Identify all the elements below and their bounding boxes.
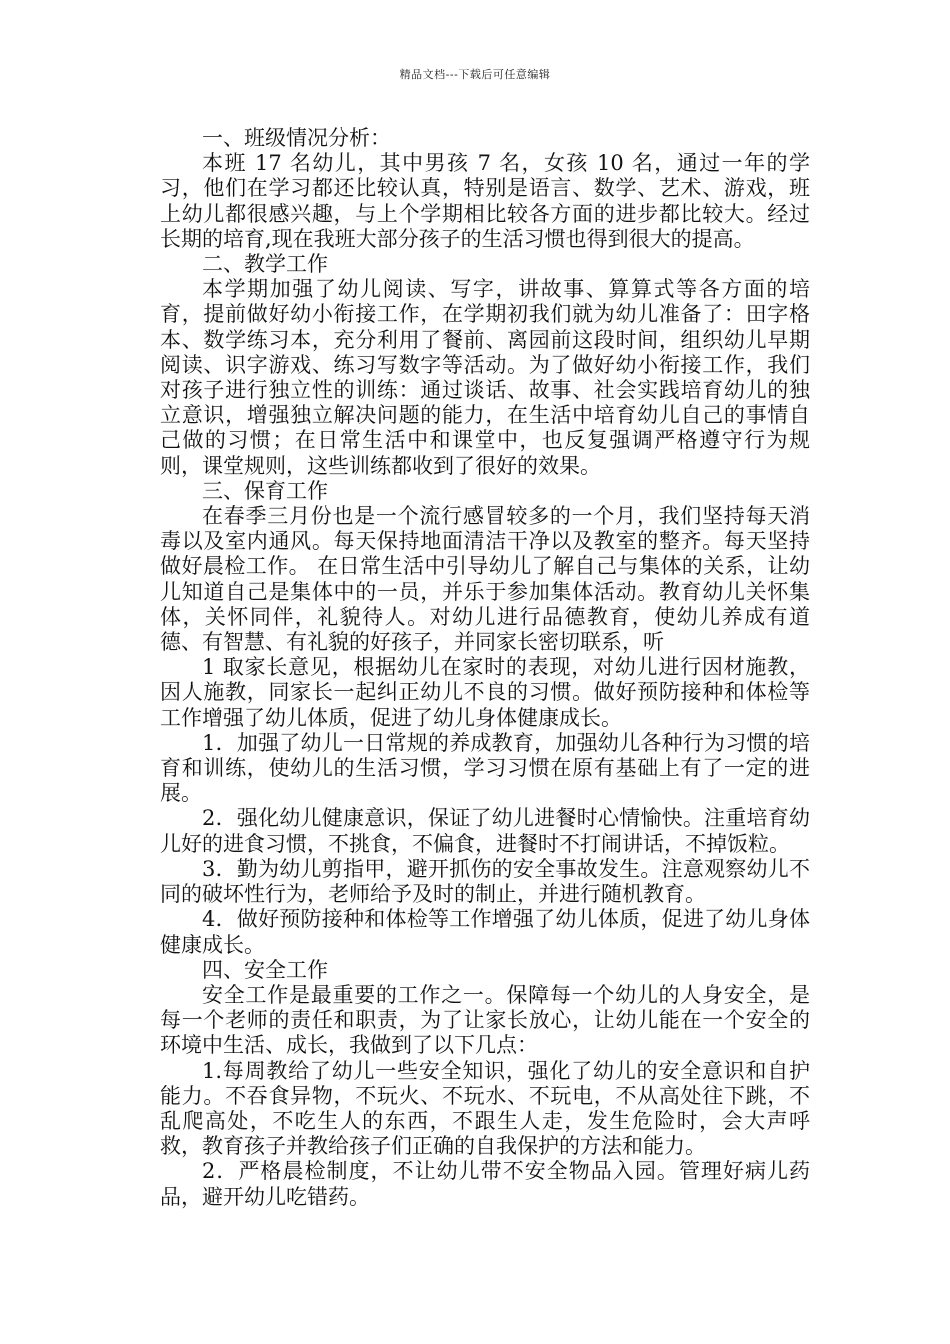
list-item-vaccination: 4．做好预防接种和体检等工作增强了幼儿体质，促进了幼儿身体健康成长。: [160, 907, 810, 957]
section-heading-teaching: 二、教学工作: [202, 252, 328, 277]
list-item-nail-trimming: 3．勤为幼儿剪指甲，避开抓伤的安全事故发生。注意观察幼儿不同的破坏性行为，老师给予及时的制止，并进行随机教育。: [160, 856, 810, 907]
list-item-morning-check: 2．严格晨检制度，不让幼儿带不安全物品入园。管理好病儿药品，避开幼儿吃错药。: [160, 1159, 810, 1209]
paragraph-parent-opinion: 1 取家长意见，根据幼儿在家时的表现，对幼儿进行因材施教，因人施教，同家长一起纠正幼儿不良的习惯。做好预防接种和体检等工作增强了幼儿体质，促进了幼儿身体健康成长。: [160, 655, 810, 730]
section-heading-childcare: 三、保育工作: [202, 478, 328, 503]
paragraph-class-analysis: 本班 17 名幼儿，其中男孩 7 名，女孩 10 名，通过一年的学习，他们在学习都还比较认真，特别是语言、数学、艺术、游戏，班上幼儿都很感兴趣，与上个学期相比较各方面的进步都比较大。经过长期的培育,现在我班大部分孩子的生活习惯也得到很大的提高。: [160, 151, 810, 251]
paragraph-childcare: 在春季三月份也是一个流行感冒较多的一个月，我们坚持每天消毒以及室内通风。每天保持地面清洁干净以及教室的整齐。每天坚持做好晨检工作。 在日常生活中引导幼儿了解自己与集体的关系，让幼儿知道自己是集体中的一员，并乐于参加集体活动。教育幼儿关怀集体，关怀同伴，礼貌待人。对幼儿进行品德教育，使幼儿养成有道德、有智慧、有礼貌的好孩子，并同家长密切联系，听: [160, 504, 810, 655]
document-body: [160, 126, 810, 1210]
list-item-health-awareness: 2．强化幼儿健康意识，保证了幼儿进餐时心情愉快。注重培育幼儿好的进食习惯，不挑食，不偏食，进餐时不打闹讲话，不掉饭粒。: [160, 806, 810, 856]
section-heading-class-analysis: 一、班级情况分析：: [202, 126, 391, 150]
paragraph-teaching: 本学期加强了幼儿阅读、写字，讲故事、算算式等各方面的培育，提前做好幼小衔接工作，在学期初我们就为幼儿准备了：田字格本、数学练习本，充分利用了餐前、离园前这段时间，组织幼儿早期阅读、识字游戏、练习写数字等活动。为了做好幼小衔接工作，我们对孩子进行独立性的训练：通过谈话、故事、社会实践培育幼儿的独立意识，增强独立解决问题的能力，在生活中培育幼儿自己的事情自己做的习惯；在日常生活中和课堂中，也反复强调严格遵守行为规则，课堂规则，这些训练都收到了很好的效果。: [160, 277, 810, 478]
list-item-routine: 1．加强了幼儿一日常规的养成教育，加强幼儿各种行为习惯的培育和训练，使幼儿的生活习惯，学习习惯在原有基础上有了一定的进展。: [160, 730, 810, 806]
section-heading-safety: 四、安全工作: [202, 957, 328, 982]
paragraph-safety: 安全工作是最重要的工作之一。保障每一个幼儿的人身安全，是每一个老师的责任和职责，为了让家长放心，让幼儿能在一个安全的环境中生活、成长，我做到了以下几点：: [160, 982, 810, 1058]
header-note: 精品文档---下载后可任意编辑: [399, 68, 551, 81]
list-item-safety-knowledge: 1.每周教给了幼儿一些安全知识，强化了幼儿的安全意识和自护能力。不吞食异物，不玩火、不玩水、不玩电，不从高处往下跳，不乱爬高处，不吃生人的东西，不跟生人走，发生危险时，会大声呼救，教育孩子并教给孩子们正确的自我保护的方法和能力。: [160, 1058, 810, 1159]
